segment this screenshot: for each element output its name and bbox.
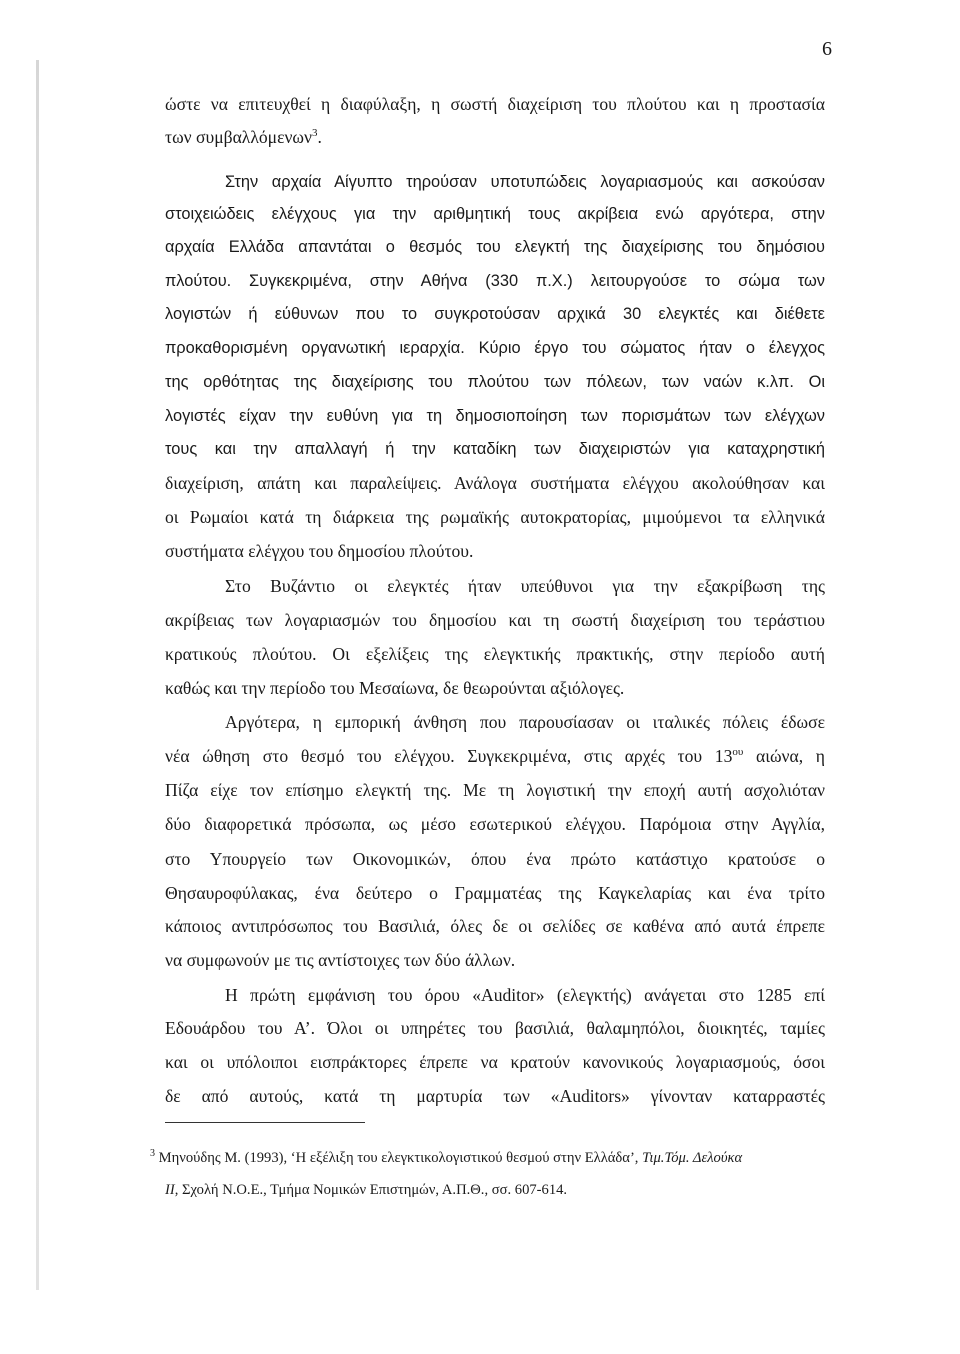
text-line-content: προκαθορισμένη οργανωτική ιεραρχία. Κύριο έργο του σώματος ήταν ο έλεγχος	[165, 339, 825, 357]
text-line-content: νέα ώθηση στο θεσμό του ελέγχου. Συγκεκριμένα, στις αρχές του 13	[165, 746, 733, 766]
text-line	[165, 171, 825, 193]
text-line-content: ώστε να επιτευχθεί η διαφύλαξη, η σωστή διαχείριση του πλούτου και η προστασία	[165, 94, 825, 114]
text-line	[165, 711, 825, 733]
text-line	[165, 949, 825, 971]
text-line-content: στοιχειώδεις ελέγχους για την αριθμητική τους ακρίβεια ενώ αργότερα, στην	[165, 205, 825, 223]
superscript: ου	[732, 746, 744, 758]
footnote-line-1	[150, 1148, 840, 1168]
text-line	[165, 609, 825, 631]
text-line	[165, 337, 825, 359]
text-line-content: Θησαυροφύλακας, ένα δεύτερο ο Γραμματέας της Καγκελαρίας και ένα τρίτο	[165, 883, 825, 903]
text-line-content: ακρίβειας των λογαριασμών του δημοσίου και τη σωστή διαχείριση του τεράστιου	[165, 610, 825, 630]
text-line	[165, 677, 825, 699]
text-line	[165, 126, 825, 148]
text-line-content: κάποιος αντιπρόσωπος του Βασιλιά, όλες δε οι σελίδες σε καθένα από αυτά έπρεπε	[165, 916, 825, 936]
text-line-content: Στο Βυζάντιο οι ελεγκτές ήταν υπεύθυνοι για την εξακρίβωση της	[225, 576, 825, 596]
text-line	[165, 371, 825, 393]
footnote-line-2	[165, 1180, 855, 1200]
text-line	[165, 438, 825, 460]
text-line	[165, 1085, 825, 1107]
text-line-tail: .	[317, 127, 322, 147]
text-line-content: Η πρώτη εμφάνιση του όρου «Auditor» (ελεγκτής) ανάγεται στο 1285 επί	[225, 985, 825, 1005]
text-line	[165, 506, 825, 528]
text-line-content: Πίζα είχε τον επίσημο ελεγκτή της. Με τη λογιστική την εποχή αυτή ασχολιόταν	[165, 780, 825, 800]
text-line	[165, 779, 825, 801]
text-line-content: συστήματα ελέγχου του δημοσίου πλούτου.	[165, 541, 474, 561]
text-line	[165, 1017, 825, 1039]
text-line	[165, 472, 825, 494]
text-line-content: Στην αρχαία Αίγυπτο τηρούσαν υποτυπώδεις λογαριασμούς και ασκούσαν	[225, 173, 825, 191]
text-line-content: της ορθότητας της διαχείρισης του πλούτου των πόλεων, των ναών κ.λπ. Οι	[165, 373, 825, 391]
text-line	[165, 643, 825, 665]
text-line	[165, 575, 825, 597]
text-line-content: και οι υπόλοιποι εισπράκτορες έπρεπε να κρατούν κανονικούς λογαριασμούς, όσοι	[165, 1052, 825, 1072]
text-line-content: καθώς και την περίοδο του Μεσαίωνα, δε θεωρούνται αξιόλογες.	[165, 678, 625, 698]
text-line-content: δε από αυτούς, κατά τη μαρτυρία των «Auditors» γίνονταν καταρραστές	[165, 1086, 825, 1106]
text-line	[165, 270, 825, 292]
text-line	[165, 1051, 825, 1073]
superscript: 3	[311, 127, 318, 139]
scan-edge-shadow	[36, 60, 39, 1290]
text-line-content: αρχαία Ελλάδα απαντάται ο θεσμός του ελεγκτή της διαχείρισης του δημόσιου	[165, 238, 825, 256]
footnote-citation: Μηνούδης Μ. (1993), ‘Η εξέλιξη του ελεγκτικολογιστικού θεσμού στην Ελλάδα’,	[158, 1150, 643, 1166]
text-line-content: Αργότερα, η εμπορική άνθηση που παρουσίασαν οι ιταλικές πόλεις έδωσε	[225, 712, 825, 732]
text-line-content: των συμβαλλόμενων	[165, 127, 312, 147]
text-line-tail: αιώνα, η	[743, 746, 825, 766]
footnote-separator	[165, 1122, 365, 1123]
text-line	[165, 203, 825, 225]
footnote-marker: 3	[150, 1148, 155, 1159]
footnote-volume: ΙΙ	[165, 1182, 175, 1198]
text-line-content: δύο διαφορετικά πρόσωπα, ως μέσο εσωτερικού ελέγχου. Παρόμοια στην Αγγλία,	[165, 814, 825, 834]
text-line	[165, 915, 825, 937]
text-line-content: πλούτου. Συγκεκριμένα, στην Αθήνα (330 π.Χ.) λειτουργούσε το σώμα των	[165, 272, 825, 290]
text-line	[165, 745, 825, 767]
text-line	[165, 813, 825, 835]
text-line	[165, 984, 825, 1006]
text-line	[165, 236, 825, 258]
text-line	[165, 540, 825, 562]
text-line-content: στο Υπουργείο των Οικονομικών, όπου ένα πρώτο κατάστιχο κρατούσε ο	[165, 849, 825, 869]
text-line	[165, 848, 825, 870]
text-line-content: λογιστών ή εύθυνων που το συγκροτούσαν αρχικά 30 ελεγκτές και διέθετε	[165, 305, 825, 323]
text-line-content: λογιστές είχαν την ευθύνη για τη δημοσιοποίηση των πορισμάτων των ελέγχων	[165, 407, 825, 425]
text-line	[165, 93, 825, 115]
text-line	[165, 882, 825, 904]
footnote-publisher: , Σχολή Ν.Ο.Ε., Τμήμα Νομικών Επιστημών, Α.Π.Θ., σσ. 607-614.	[174, 1182, 568, 1198]
text-line	[165, 303, 825, 325]
text-line	[165, 405, 825, 427]
text-line-content: τους και την απαλλαγή ή την καταδίκη των διαχειριστών για καταχρηστική	[165, 440, 825, 458]
text-line-content: να συμφωνούν με τις αντίστοιχες των δύο άλλων.	[165, 950, 516, 970]
text-line-content: διαχείριση, απάτη και παραλείψεις. Ανάλογα συστήματα ελέγχου ακολούθησαν και	[165, 473, 825, 493]
footnote-journal: Τιμ.Τόμ. Δελούκα	[642, 1150, 743, 1166]
page-number: 6	[822, 38, 832, 60]
text-line-content: Εδουάρδου του Α’. Όλοι οι υπηρέτες του βασιλιά, θαλαμηπόλοι, διοικητές, ταμίες	[165, 1018, 825, 1038]
text-line-content: οι Ρωμαίοι κατά τη διάρκεια της ρωμαϊκής αυτοκρατορίας, μιμούμενοι τα ελληνικά	[165, 507, 825, 527]
text-line-content: κρατικούς πλούτου. Οι εξελίξεις της ελεγκτικής πρακτικής, στην περίοδο αυτή	[165, 644, 825, 664]
